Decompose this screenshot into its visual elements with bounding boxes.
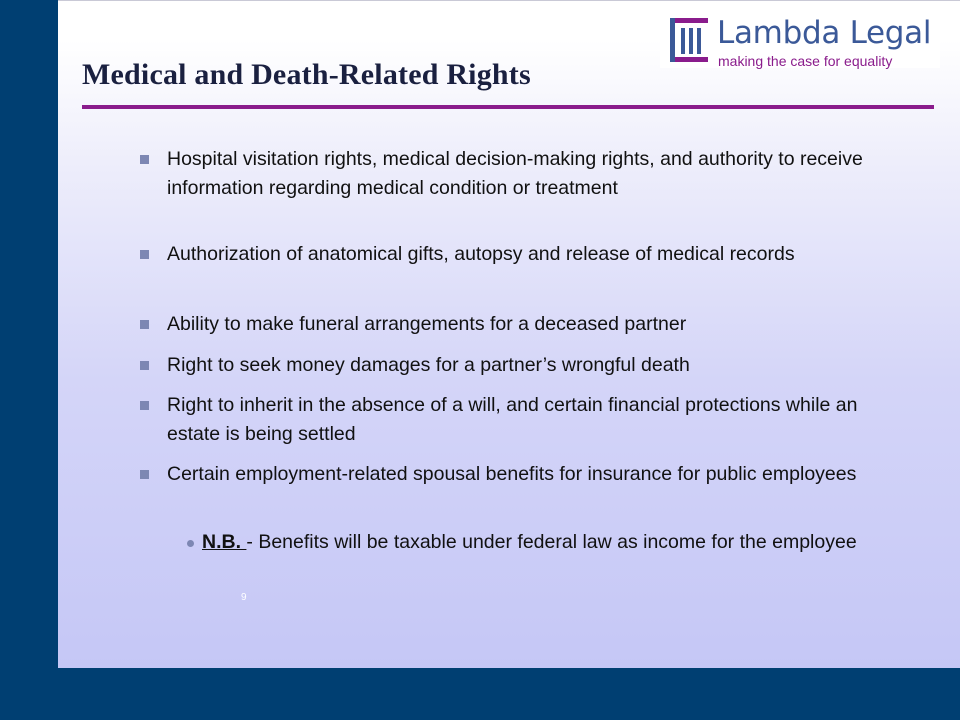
bullet-text: Hospital visitation rights, medical decision-making rights, and authority to receive information regarding medical condition or treatment	[167, 148, 863, 199]
bullet-item	[167, 310, 877, 339]
sub-bullet-text: - Benefits will be taxable under federal law as income for the employee	[246, 531, 857, 553]
bullet-text: Right to inherit in the absence of a will, and certain financial protections while an estate is being settled	[167, 394, 858, 445]
square-bullet-icon	[140, 470, 149, 479]
bullet-text: Right to seek money damages for a partner’s wrongful death	[167, 354, 690, 376]
square-bullet-icon	[140, 250, 149, 259]
slide-title: Medical and Death-Related Rights	[82, 58, 531, 91]
round-bullet-icon	[187, 540, 194, 547]
title-underline-rule	[82, 105, 934, 109]
bullet-item	[167, 240, 877, 269]
bullet-item	[167, 145, 877, 203]
square-bullet-icon	[140, 155, 149, 164]
logo-tagline: making the case for equality	[718, 53, 893, 69]
square-bullet-icon	[140, 361, 149, 370]
bullet-text: Authorization of anatomical gifts, autopsy and release of medical records	[167, 243, 795, 265]
bullet-text: Ability to make funeral arrangements for a deceased partner	[167, 313, 687, 335]
top-border-line	[58, 0, 960, 1]
bullet-item	[167, 391, 877, 449]
sub-bullet-item	[202, 528, 882, 557]
square-bullet-icon	[140, 320, 149, 329]
logo-wordmark: Lambda Legal	[717, 15, 932, 51]
columns-logo-icon	[670, 18, 708, 62]
bullet-item	[167, 351, 877, 380]
bullet-text: Certain employment-related spousal benefits for insurance for public employees	[167, 463, 857, 485]
nb-label: N.B.	[202, 531, 247, 553]
page-number: 9	[241, 592, 247, 603]
lambda-legal-logo	[660, 12, 940, 68]
bullet-item	[167, 460, 877, 489]
square-bullet-icon	[140, 401, 149, 410]
